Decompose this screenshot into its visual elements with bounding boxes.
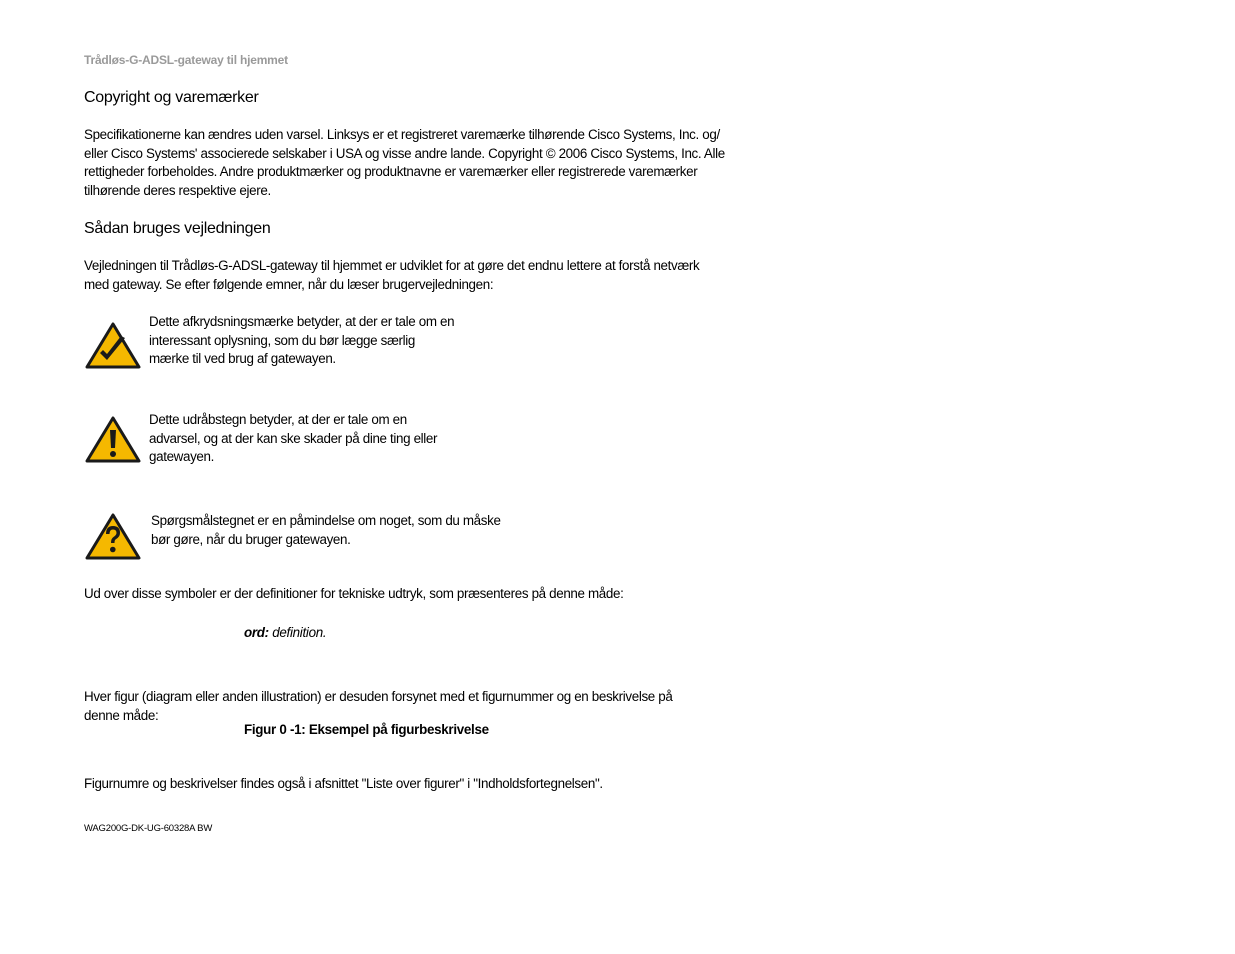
figures-list-note: Figurnumre og beskrivelser findes også i afsnittet "Liste over figurer" i "Indholdsfortegnelsen". [84, 776, 603, 791]
copyright-line: tilhørende deres respektive ejere. [84, 183, 271, 199]
usage-intro-paragraph [84, 257, 774, 294]
note-line: Dette afkrydsningsmærke betyder, at der er tale om en [149, 314, 455, 329]
question-mark-icon [84, 511, 142, 561]
note-line: advarsel, og at der kan ske skader på dine ting eller [149, 430, 438, 446]
definition-term: ord: [244, 625, 269, 640]
copyright-line: Specifikationerne kan ændres uden varsel. Linksys er et registreret varemærke tilhørende Cisco Systems, Inc. og/ [84, 127, 720, 142]
note-line: interessant oplysning, som du bør lægge særlig [149, 332, 415, 348]
definitions-intro: Ud over disse symboler er der definitioner for tekniske udtryk, som præsenteres på denne måde: [84, 586, 624, 601]
figure-caption-example: Figur 0 -1: Eksempel på figurbeskrivelse [244, 722, 489, 737]
checkmark-icon [84, 320, 142, 370]
copyright-line: eller Cisco Systems' associerede selskaber i USA og visse andre lande. Copyright © 2006 Cisco Systems, Inc. Alle [84, 145, 725, 161]
figures-intro-paragraph [84, 688, 774, 725]
copyright-line: rettigheder forbeholdes. Andre produktmærker og produktnavne er varemærker eller registrerede varemærker [84, 164, 698, 180]
note-checkmark [149, 313, 454, 369]
document-code: WAG200G-DK-UG-60328A BW [84, 823, 213, 834]
copyright-heading: Copyright og varemærker [84, 89, 259, 106]
note-line: bør gøre, når du bruger gatewayen. [151, 531, 351, 547]
usage-heading: Sådan bruges vejledningen [84, 220, 271, 237]
definition-example [244, 625, 326, 640]
note-exclamation [149, 411, 437, 467]
copyright-paragraph [84, 126, 774, 201]
note-line: Dette udråbstegn betyder, at der er tale om en [149, 412, 407, 427]
note-line: gatewayen. [149, 449, 214, 465]
figures-intro-line: Hver figur (diagram eller anden illustration) er desuden forsynet med et figurnummer og en beskrivelse på [84, 689, 673, 704]
note-line: mærke til ved brug af gatewayen. [149, 351, 336, 367]
usage-intro-line: med gateway. Se efter følgende emner, når du læser brugervejledningen: [84, 276, 494, 292]
usage-intro-line: Vejledningen til Trådløs-G-ADSL-gateway til hjemmet er udviklet for at gøre det endnu lettere at forstå netværk [84, 258, 700, 273]
figures-intro-line: denne måde: [84, 707, 159, 723]
definition-text: definition. [268, 625, 327, 640]
running-header: Trådløs-G-ADSL-gateway til hjemmet [84, 53, 288, 67]
note-line: Spørgsmålstegnet er en påmindelse om noget, som du måske [151, 513, 501, 528]
exclamation-icon [84, 414, 142, 464]
note-question [151, 512, 501, 549]
